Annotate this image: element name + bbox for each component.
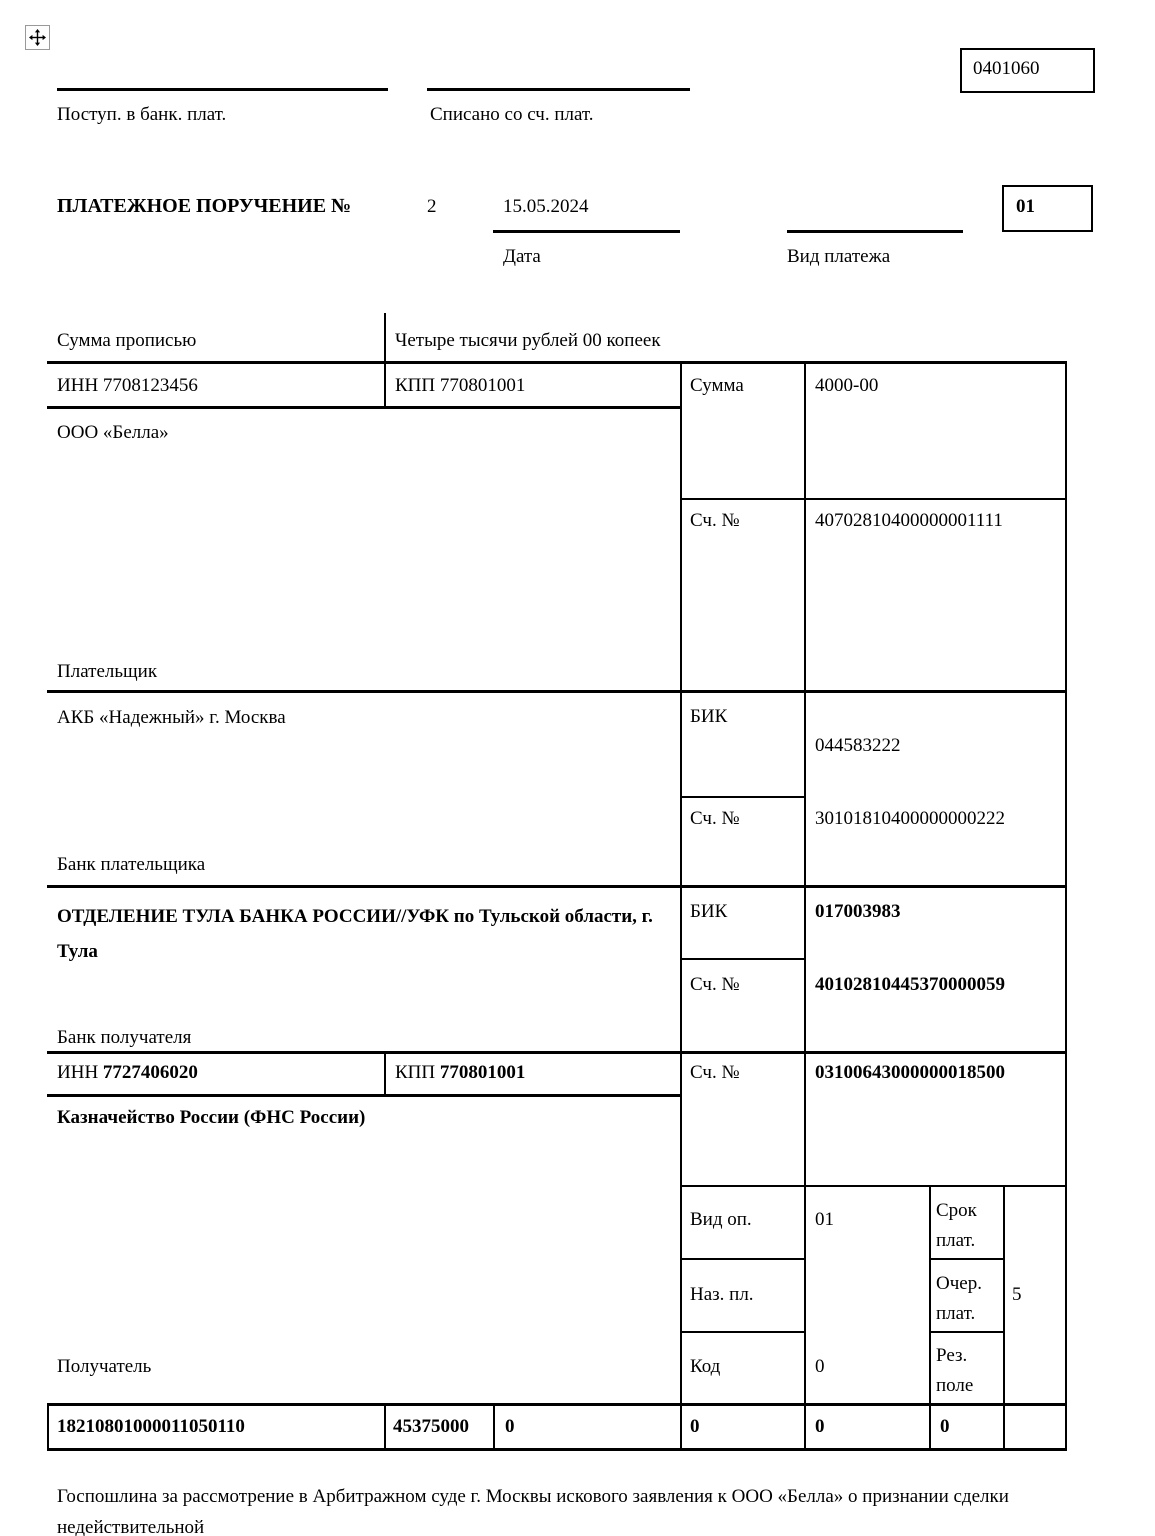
- payer-account: 40702810400000001111: [815, 510, 1003, 531]
- table-border: [47, 1403, 49, 1448]
- payer-bank-bik: 044583222: [815, 735, 901, 756]
- kod-label: Код: [690, 1356, 721, 1377]
- table-border: [47, 1094, 680, 1097]
- payee-bank-bik-label: БИК: [690, 901, 728, 922]
- table-move-handle[interactable]: [25, 25, 50, 50]
- payee-bank-bik: 017003983: [815, 901, 901, 922]
- payee-label: Получатель: [57, 1356, 152, 1377]
- period-value: 0: [690, 1416, 700, 1437]
- table-border: [384, 361, 386, 406]
- amount-label: Сумма: [690, 375, 744, 396]
- payment-kind-label: Вид платежа: [787, 246, 891, 267]
- table-border: [47, 1051, 1067, 1054]
- payer-label: Плательщик: [57, 661, 158, 682]
- payee-name: Казначейство России (ФНС России): [57, 1107, 366, 1128]
- table-border: [1003, 1185, 1005, 1448]
- table-border: [47, 361, 1067, 364]
- payee-bank-name: ОТДЕЛЕНИЕ ТУЛА БАНКА РОССИИ//УФК по Тульской области, г. Тула: [57, 906, 653, 962]
- received-underline: [57, 88, 388, 91]
- payer-bank-account: 30101810400000000222: [815, 808, 1005, 829]
- doc-number-value: 0: [815, 1416, 825, 1437]
- amount-in-words-label: Сумма прописью: [57, 330, 197, 351]
- payee-kpp-value: 770801001: [439, 1062, 526, 1083]
- naz-pl-label: Наз. пл.: [690, 1284, 754, 1305]
- table-border: [929, 1331, 1005, 1333]
- amount-value: 4000-00: [815, 375, 879, 396]
- vid-op-label: Вид оп.: [690, 1209, 752, 1230]
- table-border: [804, 361, 806, 1451]
- table-border: [680, 498, 1067, 500]
- ocher-plat-label: Очер. плат.: [936, 1273, 982, 1324]
- payer-kpp: КПП 770801001: [395, 375, 526, 396]
- date-underline: [493, 230, 680, 233]
- payee-inn-label: ИНН: [57, 1062, 103, 1083]
- table-border: [1065, 361, 1067, 1451]
- table-border: [680, 796, 806, 798]
- payee-kpp-label: КПП: [395, 1062, 440, 1083]
- payer-bank-label: Банк плательщика: [57, 854, 206, 875]
- move-arrows-icon: [29, 29, 46, 46]
- payee-bank-account: 40102810445370000059: [815, 974, 1005, 995]
- table-border: [47, 885, 1067, 888]
- payer-bank-bik-label: БИК: [690, 706, 728, 727]
- debited-label: Списано со сч. плат.: [430, 104, 594, 125]
- table-border: [680, 958, 806, 960]
- received-label: Поступ. в банк. плат.: [57, 104, 227, 125]
- srok-plat-label: Срок плат.: [936, 1200, 977, 1251]
- date-label: Дата: [503, 246, 541, 267]
- table-border: [680, 1258, 806, 1260]
- payer-bank-name: АКБ «Надежный» г. Москва: [57, 707, 286, 728]
- document-title: ПЛАТЕЖНОЕ ПОРУЧЕНИЕ №: [57, 195, 352, 217]
- amount-in-words: Четыре тысячи рублей 00 копеек: [395, 330, 661, 351]
- vid-op-value: 01: [815, 1209, 834, 1230]
- payee-bank-account-label: Сч. №: [690, 974, 740, 995]
- table-border: [47, 1448, 1067, 1451]
- oktmo-value: 45375000: [393, 1416, 469, 1437]
- table-border: [929, 1258, 1005, 1260]
- payer-bank-account-label: Сч. №: [690, 808, 740, 829]
- payee-inn-value: 7727406020: [102, 1062, 198, 1083]
- payment-purpose: Госпошлина за рассмотрение в Арбитражном суде г. Москвы искового заявления к ООО «Белла» о признании сделки недействительной: [57, 1486, 1009, 1536]
- payee-bank-label: Банк получателя: [57, 1027, 192, 1048]
- debited-underline: [427, 88, 690, 91]
- doc-date: 15.05.2024: [503, 196, 589, 217]
- table-border: [47, 406, 680, 409]
- kbk-value: 18210801000011050110: [57, 1416, 245, 1437]
- table-border: [929, 1185, 931, 1448]
- payer-inn: ИНН 7708123456: [57, 375, 198, 396]
- table-border: [493, 1403, 495, 1448]
- basis-value: 0: [505, 1416, 515, 1437]
- form-number: 0401060: [973, 58, 1040, 79]
- table-border: [47, 1403, 1067, 1406]
- doc-number: 2: [427, 196, 437, 217]
- table-border: [680, 1185, 1067, 1187]
- payee-kpp: [395, 1062, 525, 1084]
- table-border: [384, 313, 386, 361]
- doc-date-value: 0: [940, 1416, 950, 1437]
- payer-name: ООО «Белла»: [57, 422, 169, 443]
- payee-account: 03100643000000018500: [815, 1062, 1005, 1083]
- payee-account-label: Сч. №: [690, 1062, 740, 1083]
- table-border: [384, 1403, 386, 1448]
- payment-kind-value: 01: [1016, 196, 1035, 217]
- kod-value: 0: [815, 1356, 825, 1377]
- payee-inn: [57, 1062, 198, 1084]
- payment-kind-underline: [787, 230, 963, 233]
- table-border: [680, 1331, 806, 1333]
- table-border: [384, 1051, 386, 1094]
- table-border: [680, 361, 682, 1451]
- table-border: [47, 690, 1067, 693]
- rez-pole-label: Рез. поле: [936, 1345, 974, 1396]
- payer-account-label: Сч. №: [690, 510, 740, 531]
- ocher-plat-value: 5: [1012, 1284, 1022, 1305]
